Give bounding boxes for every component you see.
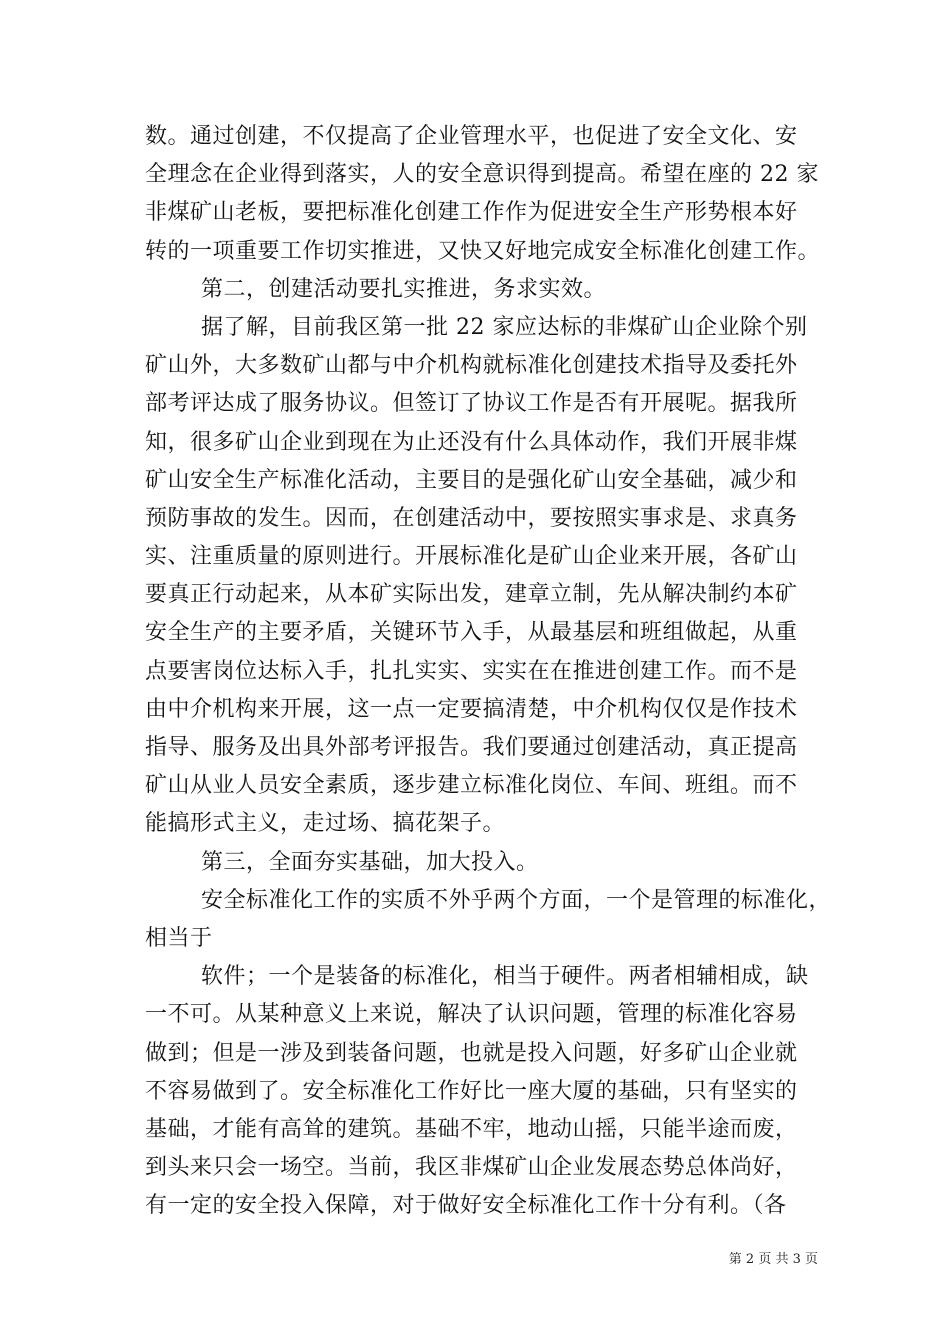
- text-line: 由中介机构来开展，这一点一定要搞清楚，中介机构仅仅是作技术: [145, 696, 798, 722]
- text-line: 不容易做到了。安全标准化工作好比一座大厦的基础，只有坚实的: [145, 1078, 798, 1104]
- text-line: 矿山安全生产标准化活动，主要目的是强化矿山安全基础，减少和: [145, 467, 798, 493]
- text-line: 数。通过创建，不仅提高了企业管理水平，也促进了安全文化、安: [145, 124, 798, 149]
- document-body: [145, 118, 832, 1225]
- text-line: 第三，全面夯实基础，加大投入。: [201, 849, 539, 875]
- text-line: 非煤矿山老板，要把标准化创建工作作为促进安全生产形势根本好: [145, 200, 798, 226]
- text-line: 有一定的安全投入保障，对于做好安全标准化工作十分有利。（各: [145, 1193, 787, 1219]
- text-line: 安全生产的主要矛盾，关键环节入手，从最基层和班组做起，从重: [145, 620, 798, 646]
- text-line: 到头来只会一场空。当前，我区非煤矿山企业发展态势总体尚好，: [145, 1155, 798, 1181]
- text-line: 基础，才能有高耸的建筑。基础不牢，地动山摇，只能半途而废，: [145, 1116, 798, 1142]
- text-line: 一不可。从某种意义上来说，解决了认识问题，管理的标准化容易: [145, 1002, 798, 1028]
- text-line: 指导、服务及出具外部考评报告。我们要通过创建活动，真正提高: [145, 735, 798, 760]
- text-line: 安全标准化工作的实质不外乎两个方面，一个是管理的标准化，: [201, 887, 832, 913]
- text-line: 软件；一个是装备的标准化，相当于硬件。两者相辅相成，缺: [201, 964, 809, 990]
- text-line: 能搞形式主义，走过场、搞花架子。: [145, 811, 506, 837]
- text-line: 转的一项重要工作切实推进，又快又好地完成安全标准化创建工作。: [145, 238, 821, 264]
- text-line: 全理念在企业得到落实，人的安全意识得到提高。希望在座的 22 家: [145, 162, 819, 188]
- text-line: 知，很多矿山企业到现在为止还没有什么具体动作，我们开展非煤: [145, 429, 798, 455]
- text-line: 相当于: [145, 925, 213, 951]
- text-line: 矿山从业人员安全素质，逐步建立标准化岗位、车间、班组。而不: [145, 773, 798, 799]
- text-line: 预防事故的发生。因而，在创建活动中，要按照实事求是、求真务: [145, 505, 798, 531]
- text-line: 矿山外，大多数矿山都与中介机构就标准化创建技术指导及委托外: [145, 353, 798, 379]
- text-line: 实、注重质量的原则进行。开展标准化是矿山企业来开展，各矿山: [145, 544, 798, 570]
- text-line: 做到；但是一涉及到装备问题，也就是投入问题，好多矿山企业就: [145, 1040, 798, 1066]
- text-line: 部考评达成了服务协议。但签订了协议工作是否有开展呢。据我所: [145, 391, 798, 417]
- page-number: 第 2 页 共 3 页: [728, 1252, 818, 1267]
- text-line: 要真正行动起来，从本矿实际出发，建章立制，先从解决制约本矿: [145, 582, 798, 608]
- text-line: 第二，创建活动要扎实推进，务求实效。: [201, 276, 607, 302]
- text-line: 据了解，目前我区第一批 22 家应达标的非煤矿山企业除个别: [201, 314, 808, 340]
- text-line: 点要害岗位达标入手，扎扎实实、实实在在推进创建工作。而不是: [145, 658, 798, 684]
